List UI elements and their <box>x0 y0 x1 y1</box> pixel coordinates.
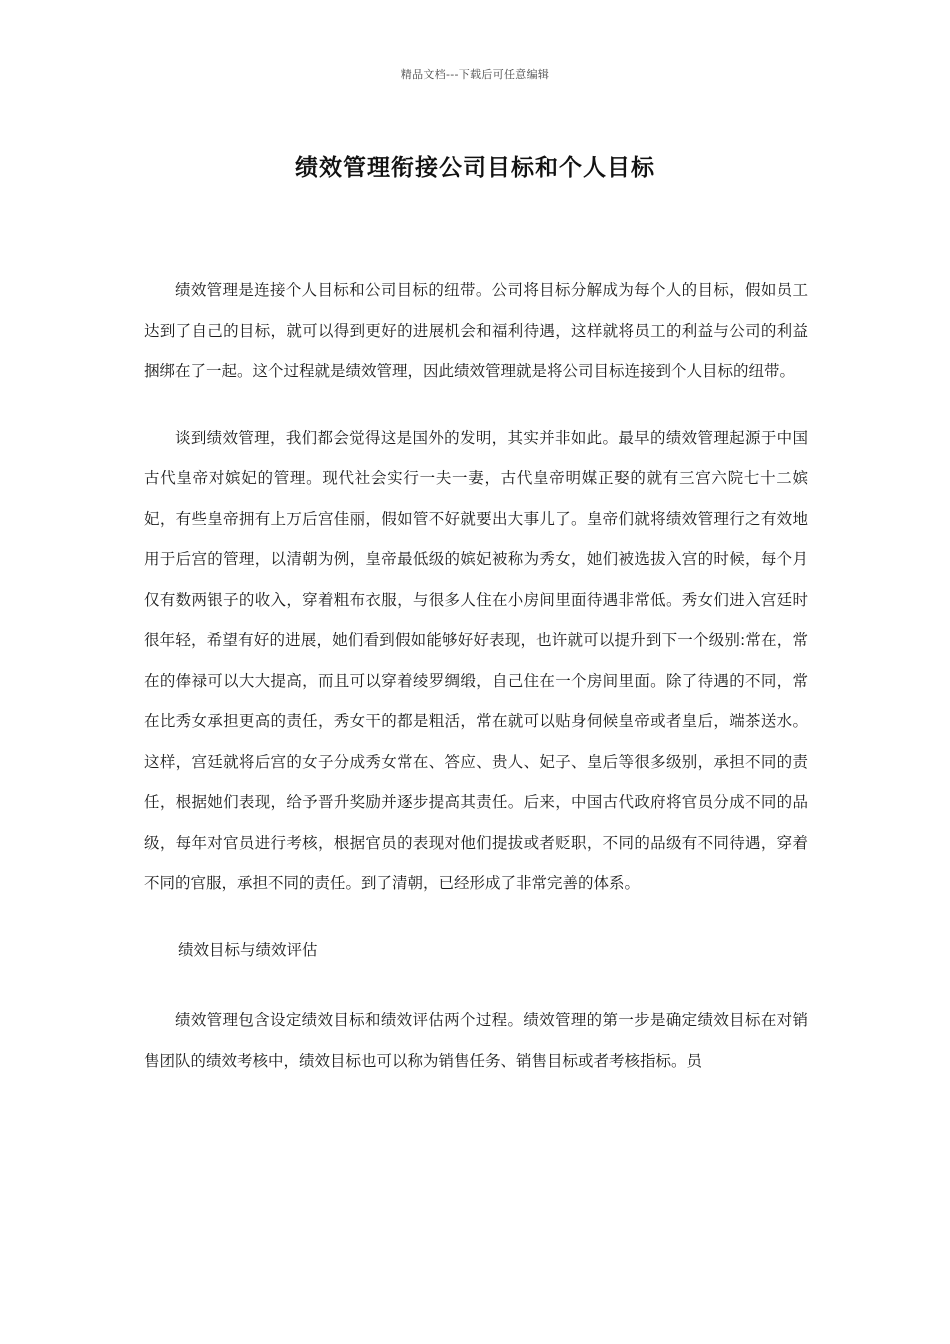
paragraph-history: 谈到绩效管理，我们都会觉得这是国外的发明，其实并非如此。最早的绩效管理起源于中国古代皇帝对嫔妃的管理。现代社会实行一夫一妻，古代皇帝明媒正娶的就有三宫六院七十二嫔妃，有些皇帝拥有上万后宫佳丽，假如管不好就要出大事儿了。皇帝们就将绩效管理行之有效地用于后宫的管理，以清朝为例，皇帝最低级的嫔妃被称为秀女，她们被选拔入宫的时候，每个月仅有数两银子的收入，穿着粗布衣服，与很多人住在小房间里面待遇非常低。秀女们进入宫廷时很年轻，希望有好的进展，她们看到假如能够好好表现，也许就可以提升到下一个级别:常在，常在的俸禄可以大大提高，而且可以穿着绫罗绸缎，自己住在一个房间里面。除了待遇的不同，常在比秀女承担更高的责任，秀女干的都是粗活，常在就可以贴身伺候皇帝或者皇后，端茶送水。这样，宫廷就将后宫的女子分成秀女常在、答应、贵人、妃子、皇后等很多级别，承担不同的责任，根据她们表现，给予晋升奖励并逐步提高其责任。后来，中国古代政府将官员分成不同的品级，每年对官员进行考核，根据官员的表现对他们提拔或者贬职，不同的品级有不同待遇，穿着不同的官服，承担不同的责任。到了清朝，已经形成了非常完善的体系。 <box>144 428 808 892</box>
paragraph-goals: 绩效管理包含设定绩效目标和绩效评估两个过程。绩效管理的第一步是确定绩效目标在对销售团队的绩效考核中，绩效目标也可以称为销售任务、销售目标或者考核指标。员 <box>144 1011 808 1070</box>
document-title: 绩效管理衔接公司目标和个人目标 <box>295 155 655 182</box>
section-heading: 绩效目标与绩效评估 <box>178 940 318 959</box>
page-header-watermark: 精品文档---下载后可任意编辑 <box>400 68 550 81</box>
document-body <box>144 270 808 1081</box>
paragraph-intro: 绩效管理是连接个人目标和公司目标的纽带。公司将目标分解成为每个人的目标，假如员工达到了自己的目标，就可以得到更好的进展机会和福利待遇，这样就将员工的利益与公司的利益捆绑在了一起。这个过程就是绩效管理，因此绩效管理就是将公司目标连接到个人目标的纽带。 <box>144 281 808 380</box>
